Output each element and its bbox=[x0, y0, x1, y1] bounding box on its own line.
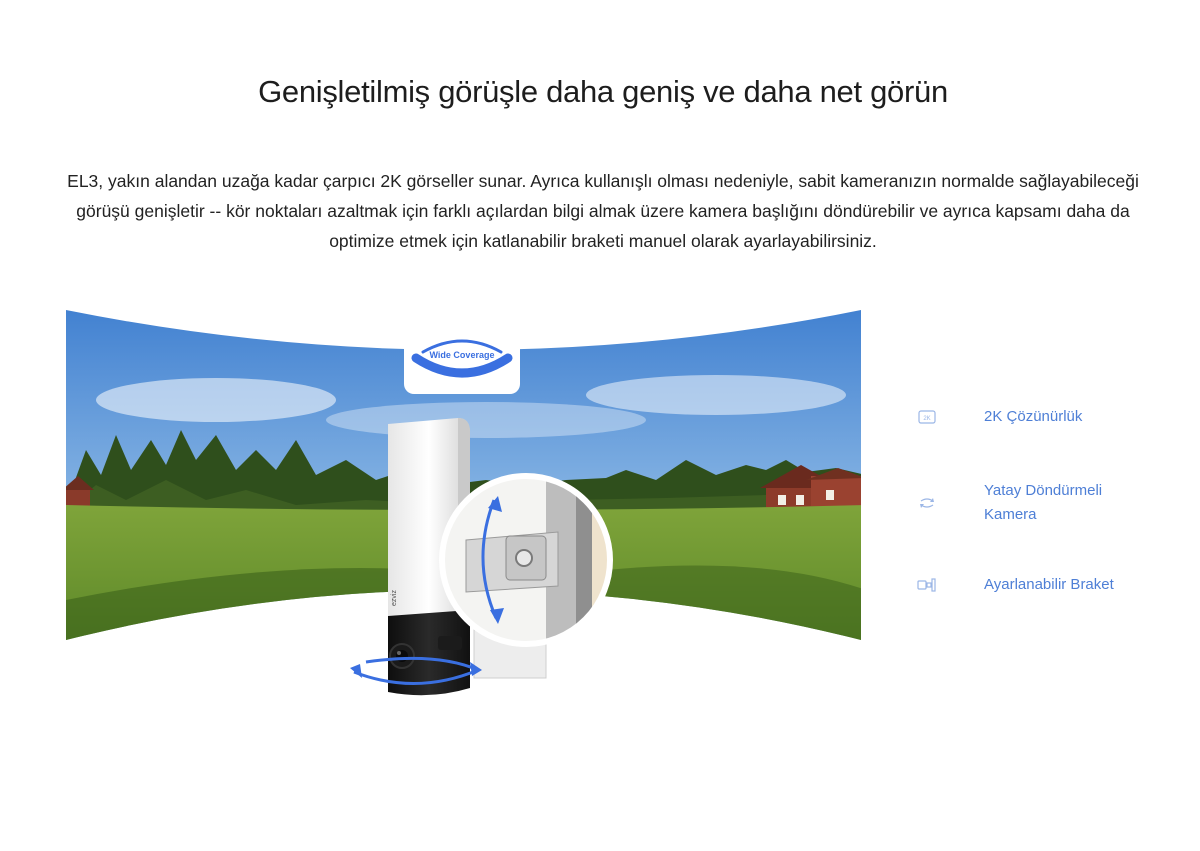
feature-label: Yatay Döndürmeli Kamera bbox=[984, 482, 1103, 523]
feature-label: 2K Çözünürlük bbox=[984, 408, 1083, 425]
brand-mark: ezviz bbox=[391, 590, 398, 606]
panorama-scene bbox=[66, 300, 866, 720]
feature-item-2k-resolution bbox=[912, 405, 1162, 429]
section-description: EL3, yakın alandan uzağa kadar çarpıcı 2K görseller sunar. Ayrıca kullanışlı olması nedeniyle, sabit kameranızın normalde sağlayabileceği görüşü genişletir -- kör noktaları azaltmak için farklı açılardan bilgi almak üzere kamera başlığını döndürebilir ve ayrıca kapsamı daha da optimize etmek için katlanabilir braketi manuel olarak ayarlayabilirsiniz. bbox=[67, 171, 1139, 251]
wide-coverage-badge bbox=[404, 330, 520, 394]
resolution-2k-icon bbox=[912, 407, 942, 427]
badge-label: Wide Coverage bbox=[429, 350, 495, 360]
feature-item-rotating-camera bbox=[912, 479, 1162, 527]
product-illustration bbox=[66, 300, 866, 720]
rotate-horizontal-icon bbox=[912, 493, 942, 513]
feature-item-adjustable-bracket bbox=[912, 573, 1162, 597]
svg-text:2K: 2K bbox=[923, 416, 931, 422]
bracket-icon bbox=[912, 575, 942, 595]
section-title: Genişletilmiş görüşle daha geniş ve daha net görün bbox=[258, 74, 948, 109]
feature-label: Ayarlanabilir Braket bbox=[984, 576, 1114, 593]
